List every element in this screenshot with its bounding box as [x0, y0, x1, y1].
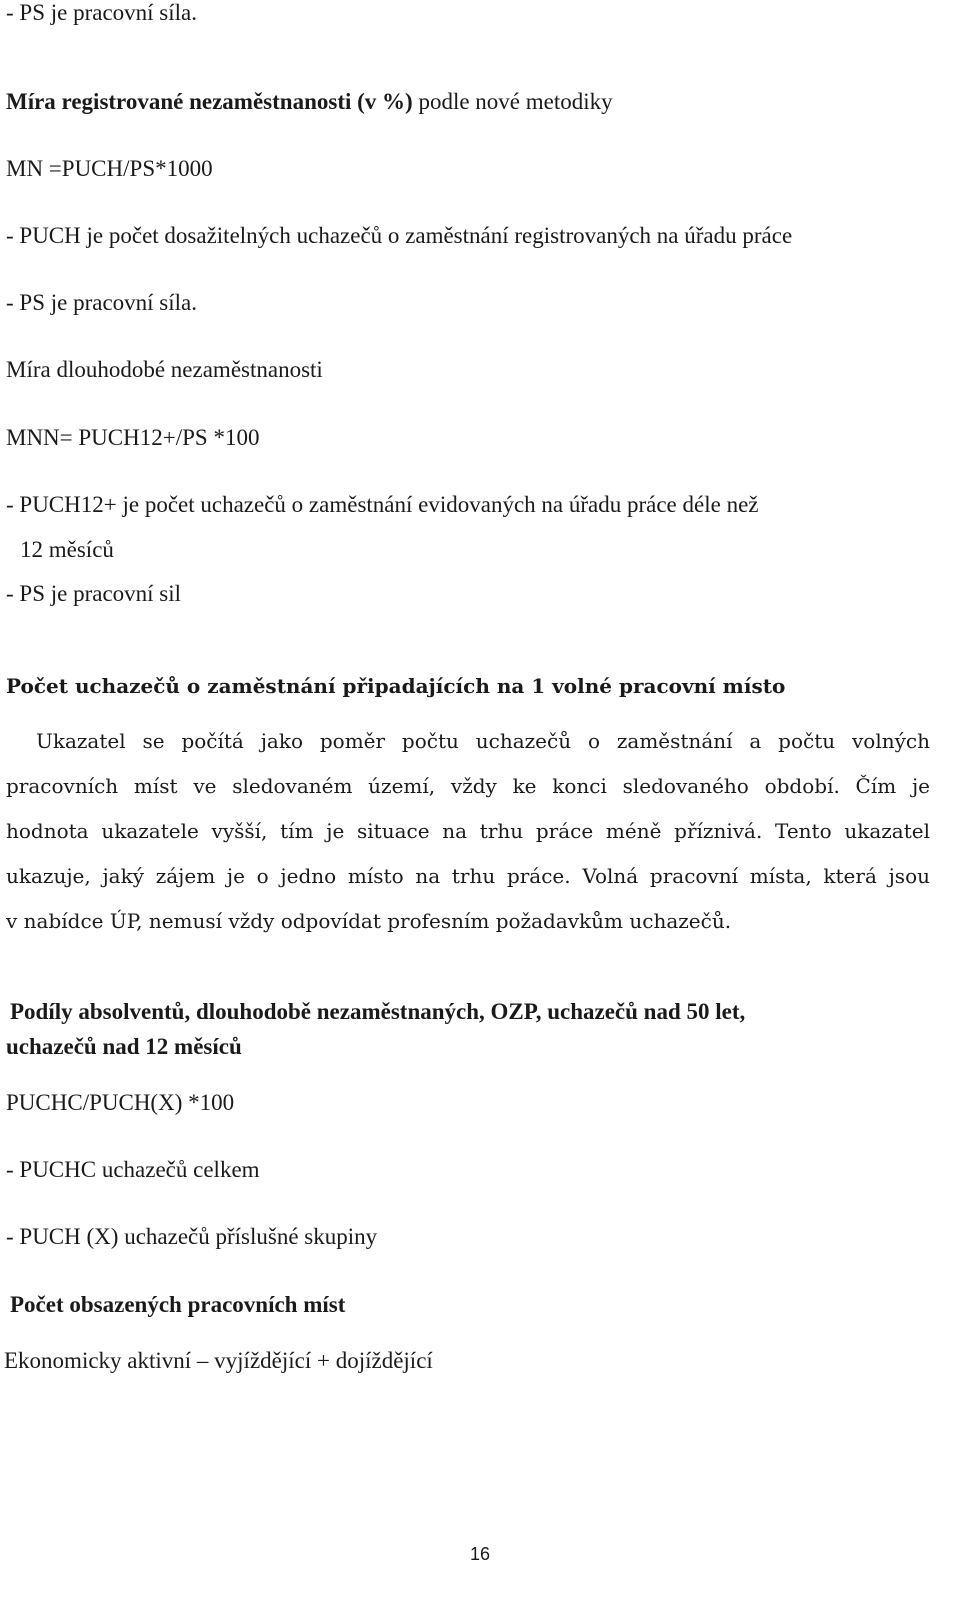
paragraph-line: pracovních míst ve sledovaném území, vždy ke konci sledovaného období. Čím je: [6, 774, 930, 798]
paragraph-line: hodnota ukazatele vyšší, tím je situace na trhu práce méně příznivá. Tento ukazatel: [6, 819, 930, 843]
definition-puch: - PUCH je počet dosažitelných uchazečů o zaměstnání registrovaných na úřadu práce: [6, 223, 793, 248]
paragraph-indicator: [6, 719, 930, 944]
heading-shares-cont: uchazečů nad 12 měsíců: [6, 1034, 242, 1059]
heading-registered-unemployment: [6, 87, 613, 117]
formula-mnn: MNN= PUCH12+/PS *100: [6, 425, 260, 450]
definition-puch12: - PUCH12+ je počet uchazečů o zaměstnání evidovaných na úřadu práce déle než: [6, 492, 759, 517]
formula-puchc: PUCHC/PUCH(X) *100: [6, 1090, 235, 1115]
definition-puch12-cont: 12 měsíců: [20, 537, 114, 562]
heading-applicants-per-vacancy: Počet uchazečů o zaměstnání připadajících na 1 volné pracovní místo: [6, 674, 786, 698]
definition-puch-x: - PUCH (X) uchazečů příslušné skupiny: [6, 1224, 378, 1249]
formula-mn: MN =PUCH/PS*1000: [6, 156, 213, 181]
definition-ps: - PS je pracovní síla.: [6, 290, 197, 315]
paragraph-line: Ukazatel se počítá jako poměr počtu uchazečů o zaměstnání a počtu volných: [36, 729, 930, 753]
heading-rest-part: podle nové metodiky: [412, 89, 613, 114]
paragraph-line: ukazuje, jaký zájem je o jedno místo na trhu práce. Volná pracovní místa, která jsou: [6, 864, 930, 888]
heading-long-term-unemployment: Míra dlouhodobé nezaměstnanosti: [6, 357, 323, 382]
heading-bold-part: Míra registrované nezaměstnanosti (v %): [6, 89, 413, 114]
formula-economically-active: Ekonomicky aktivní – vyjíždějící + dojíždějící: [4, 1348, 433, 1373]
definition-ps-2: - PS je pracovní sil: [6, 581, 182, 606]
definition-puchc: - PUCHC uchazečů celkem: [6, 1157, 260, 1182]
paragraph-line: v nabídce ÚP, nemusí vždy odpovídat profesním požadavkům uchazečů.: [6, 909, 732, 933]
page-number: 16: [469, 1544, 491, 1564]
heading-shares: Podíly absolventů, dlouhodobě nezaměstnaných, OZP, uchazečů nad 50 let,: [10, 999, 746, 1024]
heading-occupied-jobs: Počet obsazených pracovních míst: [10, 1292, 346, 1317]
list-item-ps: - PS je pracovní síla.: [6, 0, 197, 25]
